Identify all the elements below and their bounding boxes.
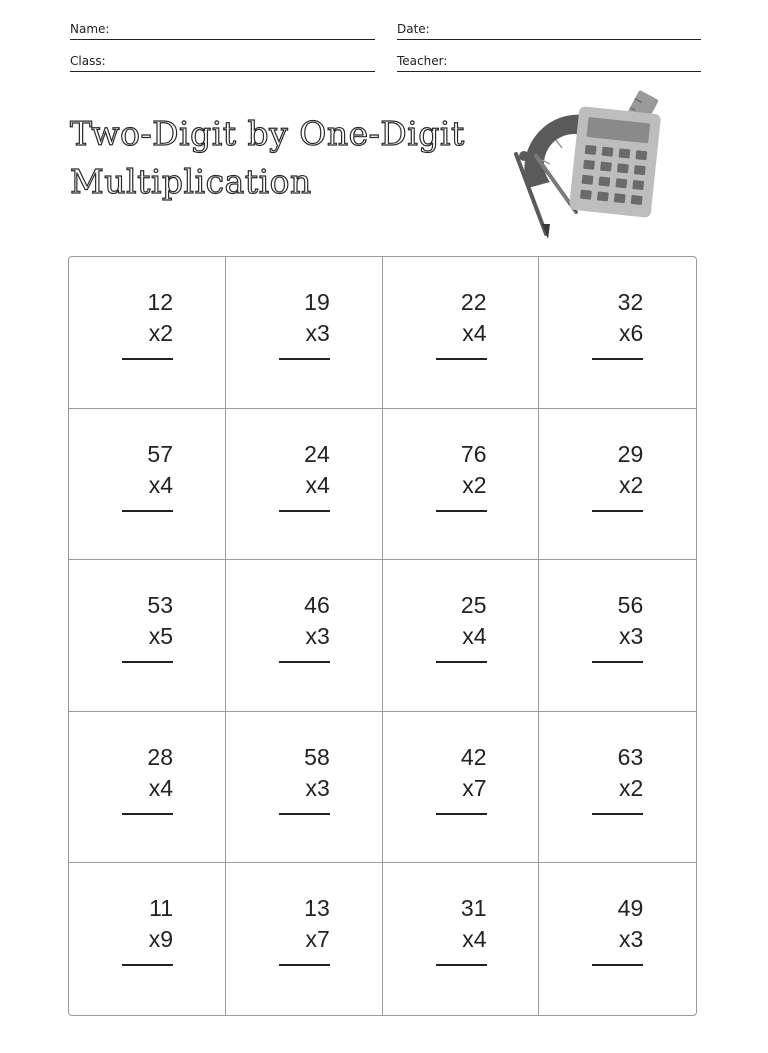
- multiplicand: 57: [147, 440, 173, 467]
- multiplication-problem: [121, 590, 173, 652]
- multiplication-problem: [121, 287, 173, 349]
- multiplicand: 29: [617, 440, 644, 467]
- answer-line: [122, 661, 173, 663]
- multiplier: x7: [462, 774, 487, 801]
- title-line-1: Two-Digit by One-Digit: [70, 114, 465, 153]
- problem-cell[interactable]: [383, 409, 540, 561]
- multiplicand: 58: [304, 743, 330, 770]
- multiplier: x9: [148, 926, 173, 953]
- multiplicand: 22: [460, 289, 487, 315]
- answer-line: [436, 813, 487, 815]
- problem-cell[interactable]: [539, 712, 696, 864]
- answer-line: [592, 661, 643, 663]
- multiplier: x5: [148, 623, 173, 650]
- multiplier: x3: [305, 320, 330, 346]
- answer-line: [279, 661, 330, 663]
- multiplication-problem: [121, 439, 173, 501]
- multiplier: x4: [462, 320, 487, 346]
- multiplication-problem: [435, 893, 487, 955]
- multiplier: x3: [618, 926, 644, 953]
- math-tools-illustration: [502, 84, 664, 242]
- problem-grid: [68, 256, 697, 1016]
- name-field[interactable]: [70, 20, 375, 40]
- multiplication-problem: [278, 742, 330, 804]
- class-label: Class:: [70, 54, 106, 68]
- multiplicand: 49: [617, 895, 644, 922]
- problem-cell[interactable]: [383, 863, 540, 1015]
- problem-cell[interactable]: [539, 409, 696, 561]
- answer-line: [436, 358, 487, 360]
- multiplication-problem: [278, 439, 330, 501]
- date-label: Date:: [397, 22, 430, 36]
- answer-line: [436, 661, 487, 663]
- problem-cell[interactable]: [69, 409, 226, 561]
- multiplier: x4: [462, 926, 487, 953]
- answer-line: [592, 358, 643, 360]
- multiplication-problem: [278, 893, 330, 955]
- multiplier: x2: [148, 320, 173, 346]
- multiplication-problem: [435, 439, 487, 501]
- multiplicand: 76: [460, 440, 487, 467]
- problem-cell[interactable]: [69, 257, 226, 409]
- problem-cell[interactable]: [539, 560, 696, 712]
- multiplication-problem: [435, 287, 487, 349]
- multiplication-problem: [121, 893, 173, 955]
- class-field[interactable]: [70, 52, 375, 72]
- multiplicand: 13: [304, 895, 330, 922]
- problem-cell[interactable]: [69, 863, 226, 1015]
- multiplicand: 12: [147, 289, 173, 315]
- multiplication-problem: [591, 590, 643, 652]
- multiplier: x2: [462, 471, 487, 498]
- answer-line: [122, 358, 173, 360]
- problem-cell[interactable]: [69, 560, 226, 712]
- multiplication-problem: [591, 893, 643, 955]
- problem-cell[interactable]: [226, 257, 383, 409]
- title-line-2: Multiplication: [70, 162, 312, 201]
- multiplicand: 63: [617, 743, 644, 770]
- page-title: [70, 110, 500, 206]
- answer-line: [279, 510, 330, 512]
- answer-line: [122, 813, 173, 815]
- answer-line: [279, 964, 330, 966]
- answer-line: [122, 510, 173, 512]
- teacher-field[interactable]: [397, 52, 701, 72]
- answer-line: [592, 964, 643, 966]
- multiplier: x4: [148, 471, 173, 498]
- multiplication-problem: [278, 590, 330, 652]
- problem-cell[interactable]: [69, 712, 226, 864]
- problem-cell[interactable]: [226, 863, 383, 1015]
- multiplicand: 56: [617, 592, 644, 619]
- multiplier: x4: [148, 774, 173, 801]
- multiplicand: 19: [304, 289, 330, 315]
- problem-cell[interactable]: [383, 257, 540, 409]
- problem-cell[interactable]: [226, 409, 383, 561]
- multiplication-problem: [435, 590, 487, 652]
- multiplicand: 25: [460, 592, 487, 619]
- answer-line: [436, 964, 487, 966]
- teacher-label: Teacher:: [397, 54, 448, 68]
- answer-line: [279, 813, 330, 815]
- multiplicand: 11: [149, 895, 173, 922]
- multiplier: x3: [618, 623, 644, 650]
- multiplicand: 24: [304, 440, 330, 467]
- multiplication-problem: [278, 287, 330, 349]
- multiplier: x2: [618, 774, 644, 801]
- multiplication-problem: [591, 287, 643, 349]
- answer-line: [592, 510, 643, 512]
- problem-cell[interactable]: [226, 712, 383, 864]
- answer-line: [436, 510, 487, 512]
- answer-line: [122, 964, 173, 966]
- multiplicand: 31: [460, 895, 487, 922]
- multiplicand: 42: [460, 743, 487, 770]
- multiplier: x6: [618, 320, 644, 346]
- name-label: Name:: [70, 22, 110, 36]
- multiplication-problem: [121, 742, 173, 804]
- answer-line: [279, 358, 330, 360]
- multiplier: x4: [462, 623, 487, 650]
- multiplication-problem: [591, 439, 643, 501]
- problem-cell[interactable]: [539, 863, 696, 1015]
- multiplier: x3: [305, 623, 330, 650]
- multiplication-problem: [591, 742, 643, 804]
- problem-cell[interactable]: [383, 712, 540, 864]
- multiplier: x3: [305, 774, 330, 801]
- multiplicand: 46: [304, 592, 330, 619]
- multiplication-problem: [435, 742, 487, 804]
- multiplicand: 53: [147, 592, 173, 619]
- multiplier: x2: [618, 471, 644, 498]
- problem-cell[interactable]: [226, 560, 383, 712]
- answer-line: [592, 813, 643, 815]
- multiplier: x4: [305, 471, 330, 498]
- multiplicand: 32: [617, 289, 644, 315]
- date-field[interactable]: [397, 20, 701, 40]
- multiplier: x7: [305, 926, 330, 953]
- multiplicand: 28: [147, 743, 173, 770]
- problem-cell[interactable]: [539, 257, 696, 409]
- calculator-icon: [569, 106, 661, 218]
- problem-cell[interactable]: [383, 560, 540, 712]
